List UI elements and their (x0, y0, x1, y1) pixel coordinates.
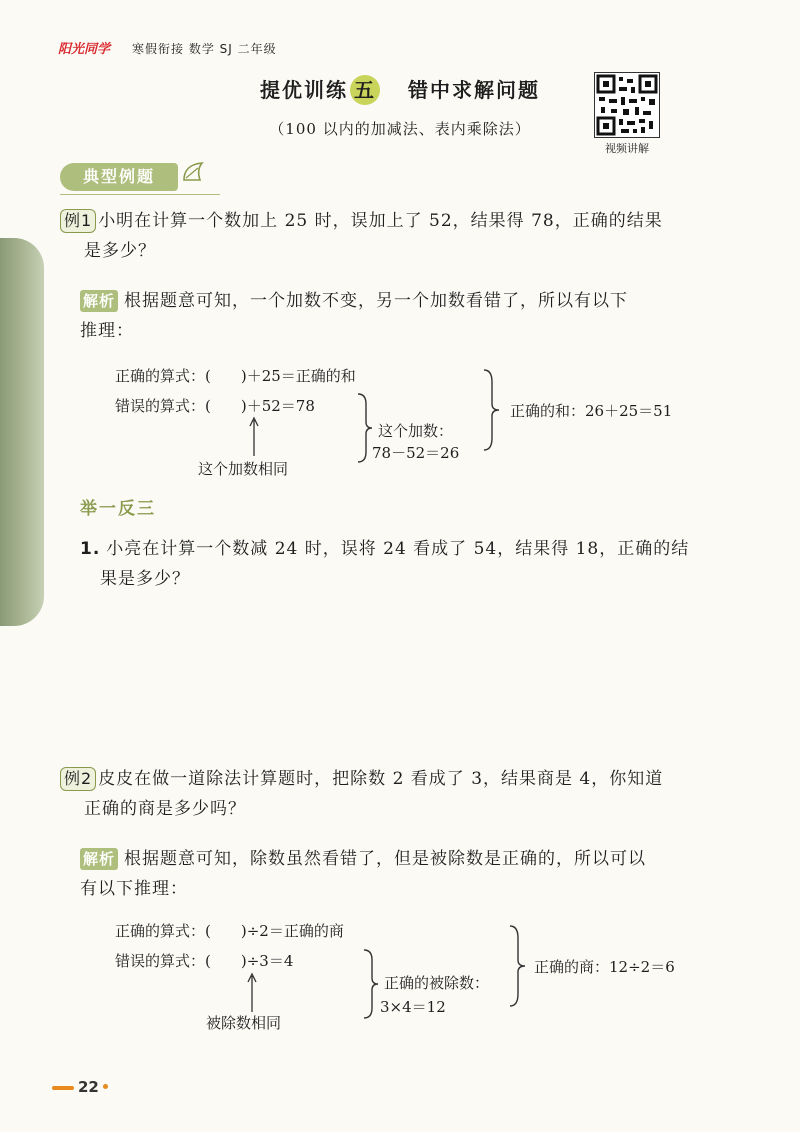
example1-analysis (80, 286, 760, 346)
qr-code-icon[interactable] (594, 72, 660, 138)
page-dot-decoration (103, 1084, 108, 1089)
example2-bottom-label: 被除数相同 (206, 1014, 282, 1032)
example1-arrow-up-icon (248, 416, 260, 456)
example1-tag: 例1 (60, 209, 96, 233)
problem1-line1: 小亮在计算一个数减 24 时，误将 24 看成了 54，结果得 18，正确的结 (106, 539, 690, 559)
scroll-icon (180, 160, 206, 191)
page-subtitle: （100 以内的加减法、表内乘除法） (269, 120, 531, 138)
section-divider (60, 194, 220, 195)
example2-jx-tag: 解析 (80, 848, 118, 870)
example1-jx-tag: 解析 (80, 290, 118, 312)
example1-jx-line2: 推理： (80, 321, 134, 341)
page-number: 22 (78, 1078, 99, 1096)
example2-line1: 皮皮在做一道除法计算题时，把除数 2 看成了 3，结果商是 4，你知道 (98, 769, 664, 789)
example1-mid-calc: 78－52＝26 (372, 444, 460, 462)
problem1-line2: 果是多少？ (100, 569, 190, 589)
example2-question (60, 764, 750, 824)
example2-jx-line2: 有以下推理： (80, 879, 188, 899)
example2-analysis (80, 844, 760, 904)
qr-label: 视频讲解 (605, 142, 649, 155)
example2-correct-formula: 正确的算式：( )÷2＝正确的商 (115, 922, 344, 940)
problem1-number: 1. (80, 539, 101, 559)
example1-line1: 小明在计算一个数加上 25 时，误加上了 52，结果得 78，正确的结果 (98, 211, 663, 231)
example1-bottom-label: 这个加数相同 (198, 460, 289, 478)
example2-result: 正确的商：12÷2＝6 (534, 958, 675, 976)
example2-brace-large (506, 924, 528, 1008)
example2-brace-small (360, 948, 380, 1020)
example2-jx-line1: 根据题意可知，除数虽然看错了，但是被除数是正确的，所以可以 (124, 849, 647, 869)
page-bar-decoration (52, 1086, 74, 1090)
example2-wrong-formula: 错误的算式：( )÷3＝4 (115, 952, 294, 970)
title-number-badge: 五 (350, 75, 380, 105)
example2-line2: 正确的商是多少吗？ (84, 799, 246, 819)
example1-wrong-formula: 错误的算式：( )＋52＝78 (115, 397, 315, 415)
example2-tag: 例2 (60, 767, 96, 791)
section-tag: 典型例题 (60, 163, 178, 191)
title-left: 提优训练 (260, 78, 348, 102)
brand-logo: 阳光同学 (58, 42, 111, 57)
example1-line2: 是多少？ (84, 241, 156, 261)
example1-brace-large (480, 368, 502, 452)
title-right: 错中求解问题 (408, 78, 540, 102)
example2-mid-label: 正确的被除数： (384, 974, 490, 992)
example2-mid-calc: 3×4＝12 (380, 998, 446, 1016)
example1-correct-formula: 正确的算式：( )＋25＝正确的和 (115, 367, 356, 385)
header-series: 寒假衔接 数学 SJ 二年级 (132, 42, 277, 56)
page-edge-tab (0, 238, 44, 626)
practice-heading: 举一反三 (80, 499, 156, 519)
example2-arrow-up-icon (246, 972, 258, 1012)
example1-brace-small (354, 392, 374, 464)
example1-jx-line1: 根据题意可知，一个加数不变，另一个加数看错了，所以有以下 (124, 291, 629, 311)
problem1 (80, 534, 760, 594)
page-title (0, 74, 800, 105)
example1-mid-label: 这个加数： (378, 422, 454, 440)
example1-question (60, 206, 750, 266)
example1-result: 正确的和：26＋25＝51 (510, 402, 673, 420)
